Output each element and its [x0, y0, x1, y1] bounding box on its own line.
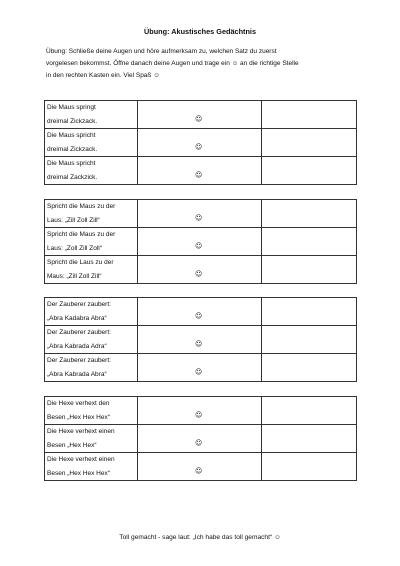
smiley-cell: [138, 200, 262, 228]
sentence-cell: [45, 129, 138, 157]
smiley-cell: [138, 256, 262, 284]
smiley-icon: ☺: [195, 439, 203, 447]
sentence-group-hexe: [44, 396, 357, 481]
sentence-line: dreimal Zickzack.: [47, 146, 98, 153]
sentence-line: dreimal Zickzack.: [47, 118, 98, 125]
sentence-line: Der Zauberer zaubert:: [47, 357, 111, 364]
smiley-icon: ☺: [195, 340, 203, 348]
smiley-cell: [138, 101, 262, 129]
smiley-cell: [138, 326, 262, 354]
answer-box[interactable]: [262, 298, 357, 326]
smiley-cell: [138, 453, 262, 481]
sentence-group-zauberer: [44, 297, 357, 382]
sentence-line: Die Hexe verhext den: [47, 400, 110, 407]
sentence-row: [45, 354, 357, 382]
sentence-line: Die Maus spricht: [47, 132, 96, 139]
sentence-cell: [45, 425, 138, 453]
sentence-row: [45, 200, 357, 228]
footer-praise: Toll gemacht - sage laut: „Ich habe das toll gemacht“ ☺: [119, 534, 281, 541]
answer-box[interactable]: [262, 326, 357, 354]
sentence-cell: [45, 228, 138, 256]
sentence-line: Spricht die Maus zu der: [47, 203, 116, 210]
smiley-icon: ☺: [195, 411, 203, 419]
smiley-cell: [138, 298, 262, 326]
sentence-line: Die Maus spricht: [47, 160, 96, 167]
smiley-icon: ☺: [195, 214, 203, 222]
answer-box[interactable]: [262, 425, 357, 453]
sentence-line: „Abra Kadabra Abra“: [47, 315, 107, 322]
sentence-line: Spricht die Laus zu der: [47, 259, 114, 266]
sentence-line: Der Zauberer zaubert:: [47, 329, 111, 336]
sentence-line: Maus: „Zill Zoll Zill“: [47, 273, 102, 280]
sentence-row: [45, 397, 357, 425]
sentence-row: [45, 326, 357, 354]
sentence-cell: [45, 200, 138, 228]
sentence-cell: [45, 298, 138, 326]
smiley-cell: [138, 129, 262, 157]
smiley-cell: [138, 157, 262, 185]
instructions-line: Übung: Schließe deine Augen und höre aufmerksam zu, welchen Satz du zuerst: [46, 48, 277, 55]
sentence-group-zill-zoll: [44, 199, 357, 284]
sentence-group-mouse-zickzack: [44, 100, 357, 185]
answer-box[interactable]: [262, 453, 357, 481]
sentence-cell: [45, 397, 138, 425]
sentence-row: [45, 425, 357, 453]
smiley-icon: ☺: [195, 143, 203, 151]
instructions-line: vorgelesen bekommst. Öffne danach deine Augen und trage ein ☺ an die richtige Stelle: [46, 60, 299, 67]
answer-box[interactable]: [262, 397, 357, 425]
sentence-line: Spricht die Maus zu der: [47, 231, 116, 238]
smiley-icon: ☺: [195, 368, 203, 376]
sentence-line: Besen „Hex Hex Hex“: [47, 470, 110, 477]
sentence-line: Der Zauberer zaubert:: [47, 301, 111, 308]
sentence-line: Die Hexe verhext einen: [47, 428, 115, 435]
instructions-line: in den rechten Kasten ein. Viel Spaß ☺: [46, 72, 160, 79]
sentence-line: Besen „Hex Hex“: [47, 442, 97, 449]
sentence-cell: [45, 256, 138, 284]
sentence-row: [45, 228, 357, 256]
answer-box[interactable]: [262, 157, 357, 185]
sentence-line: Besen „Hex Hex Hex“: [47, 414, 110, 421]
smiley-icon: ☺: [195, 242, 203, 250]
answer-box[interactable]: [262, 354, 357, 382]
smiley-cell: [138, 228, 262, 256]
sentence-line: Die Maus springt: [47, 104, 96, 111]
page-title: Übung: Akustisches Gedächtnis: [143, 27, 257, 36]
answer-box[interactable]: [262, 256, 357, 284]
sentence-row: [45, 101, 357, 129]
sentence-line: Die Hexe verhext einen: [47, 456, 115, 463]
sentence-cell: [45, 354, 138, 382]
sentence-line: Laus: „Zill Zoll Zill“: [47, 217, 100, 224]
answer-box[interactable]: [262, 101, 357, 129]
sentence-line: Laus: „Zoll Zill Zoll“: [47, 245, 102, 252]
sentence-row: [45, 157, 357, 185]
smiley-cell: [138, 354, 262, 382]
smiley-cell: [138, 397, 262, 425]
sentence-row: [45, 256, 357, 284]
sentence-row: [45, 298, 357, 326]
smiley-icon: ☺: [195, 171, 203, 179]
sentence-cell: [45, 326, 138, 354]
sentence-line: „Abra Kabrada Adra“: [47, 343, 107, 350]
smiley-icon: ☺: [195, 270, 203, 278]
smiley-cell: [138, 425, 262, 453]
sentence-cell: [45, 101, 138, 129]
instructions: [46, 46, 355, 82]
smiley-icon: ☺: [195, 312, 203, 320]
sentence-line: dreimal Zackzick.: [47, 174, 98, 181]
sentence-line: „Abra Kabrada Abra“: [47, 371, 107, 378]
sentence-cell: [45, 453, 138, 481]
answer-box[interactable]: [262, 129, 357, 157]
answer-box[interactable]: [262, 200, 357, 228]
sentence-cell: [45, 157, 138, 185]
smiley-icon: ☺: [195, 115, 203, 123]
answer-box[interactable]: [262, 228, 357, 256]
smiley-icon: ☺: [195, 467, 203, 475]
sentence-row: [45, 129, 357, 157]
sentence-row: [45, 453, 357, 481]
